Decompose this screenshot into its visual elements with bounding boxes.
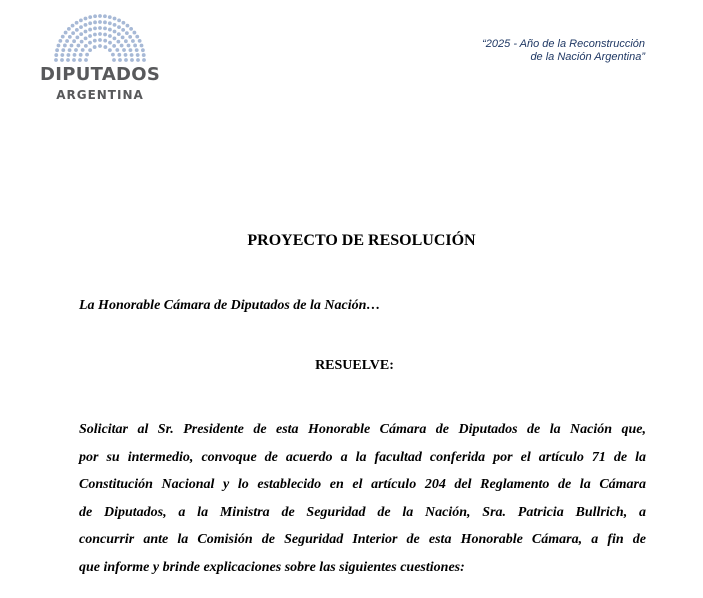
hemicycle-seat (117, 25, 121, 29)
hemicycle-seat (125, 31, 129, 35)
hemicycle-seat (61, 35, 65, 39)
hemicycle-seat (84, 23, 88, 27)
hemicycle-seat (108, 48, 112, 52)
hemicycle-seat (75, 21, 79, 25)
hemicycle-seat (88, 21, 92, 25)
hemicycle-seat (93, 45, 97, 49)
hemicycle-seat (141, 48, 145, 52)
hemicycle-seat (65, 39, 69, 43)
hemicycle-seat (98, 44, 102, 48)
hemicycle-seat (121, 28, 125, 32)
hemicycle-seat (135, 48, 139, 52)
hemicycle-seat (130, 53, 134, 57)
hemicycle-seat (60, 58, 64, 62)
hemicycle-seat (140, 44, 144, 48)
hemicycle-seat (115, 48, 119, 52)
hemicycle-seat (117, 53, 121, 57)
hemicycle-seat (71, 24, 75, 28)
chamber-heading: La Honorable Cámara de Diputados de la Nación… (79, 298, 381, 313)
hemicycle-seat (68, 48, 72, 52)
hemicycle-seat (103, 20, 107, 24)
hemicycle-seat (84, 17, 88, 21)
document-title: PROYECTO DE RESOLUCIÓN (247, 232, 476, 249)
hemicycle-seat (64, 31, 68, 35)
hemicycle-seat (127, 44, 131, 48)
hemicycle-seat (85, 53, 89, 57)
motto-line-1: “2025 - Año de la Reconstrucción (482, 38, 645, 50)
hemicycle-seat (103, 26, 107, 30)
hemicycle-seat (71, 31, 75, 35)
hemicycle-seat (84, 44, 88, 48)
hemicycle-seat (58, 39, 62, 43)
hemicycle-seat (54, 53, 58, 57)
hemicycle-seat (122, 21, 126, 25)
hemicycle-seat (117, 18, 121, 22)
hemicycle-seat (128, 35, 132, 39)
hemicycle-seat (108, 41, 112, 45)
hemicycle-seat (113, 23, 117, 27)
hemicycle-seat (80, 40, 84, 44)
hemicycle-seat (136, 53, 140, 57)
hemicycle-seat (142, 53, 146, 57)
hemicycle-seat (88, 48, 92, 52)
hemicycle-seat (129, 48, 133, 52)
hemicycle-seat (108, 28, 112, 32)
hemicycle-seat (124, 58, 128, 62)
hemicycle-seat (66, 53, 70, 57)
hemicycle-seat (93, 20, 97, 24)
body-line: concurrir ante la Comisión de Seguridad Interior de esta Honorable Cámara, a fin de (79, 532, 646, 547)
hemicycle-seat (79, 18, 83, 22)
hemicycle-seat (136, 58, 140, 62)
hemicycle-seat (68, 35, 72, 39)
hemicycle-seat (117, 32, 121, 36)
hemicycle-seat (124, 39, 128, 43)
hemicycle-seat (79, 25, 83, 29)
body-line: Constitución Nacional y lo establecido en el artículo 204 del Reglamento de la Cámara (79, 477, 646, 492)
hemicycle-seat (103, 33, 107, 37)
hemicycle-seat (113, 30, 117, 34)
hemicycle-seat (120, 44, 124, 48)
resolution-body (79, 416, 646, 581)
hemicycle-seat (93, 33, 97, 37)
hemicycle-seat (138, 39, 142, 43)
hemicycle-seat (60, 53, 64, 57)
hemicycle-seat (122, 48, 126, 52)
hemicycle-seat (111, 53, 115, 57)
hemicycle-seat (135, 35, 139, 39)
hemicycle-seat (55, 48, 59, 52)
hemicycle-seat (118, 58, 122, 62)
hemicycle-seat (98, 14, 102, 18)
hemicycle-seat (108, 15, 112, 19)
hemicycle-seat (113, 17, 117, 21)
hemicycle-seat (142, 58, 146, 62)
hemicycle-seat (75, 28, 79, 32)
hemicycle-icon (52, 10, 148, 62)
hemicycle-seat (98, 38, 102, 42)
logo-title: DIPUTADOS (40, 64, 161, 85)
hemicycle-seat (124, 53, 128, 57)
hemicycle-seat (78, 58, 82, 62)
hemicycle-seat (93, 14, 97, 18)
hemicycle-seat (84, 36, 88, 40)
hemicycle-seat (81, 48, 85, 52)
hemicycle-seat (129, 27, 133, 31)
hemicycle-seat (103, 39, 107, 43)
hemicycle-seat (72, 39, 76, 43)
hemicycle-seat (61, 48, 65, 52)
hemicycle-seat (73, 53, 77, 57)
hemicycle-seat (57, 44, 61, 48)
hemicycle-seat (88, 34, 92, 38)
hemicycle-seat (54, 58, 58, 62)
logo-subtitle: ARGENTINA (56, 88, 144, 102)
hemicycle-seat (88, 41, 92, 45)
hemicycle-seat (116, 40, 120, 44)
hemicycle-seat (103, 14, 107, 18)
body-line: de Diputados, a la Ministra de Seguridad de la Nación, Sra. Patricia Bullrich, a (79, 504, 646, 520)
hemicycle-seat (98, 20, 102, 24)
hemicycle-seat (108, 34, 112, 38)
body-line: que informe y brinde explicaciones sobre las siguientes cuestiones: (79, 559, 465, 575)
hemicycle-seat (133, 31, 137, 35)
hemicycle-seat (133, 44, 137, 48)
hemicycle-seat (126, 24, 130, 28)
hemicycle-seat (103, 45, 107, 49)
hemicycle-seat (113, 36, 117, 40)
hemicycle-seat (67, 27, 71, 31)
hemicycle-seat (75, 35, 79, 39)
hemicycle-seat (130, 58, 134, 62)
hemicycle-seat (72, 58, 76, 62)
hemicycle-seat (79, 32, 83, 36)
resolves-heading: RESUELVE: (315, 358, 394, 373)
diputados-logo (40, 10, 160, 102)
hemicycle-seat (98, 32, 102, 36)
motto-line-2: de la Nación Argentina” (530, 51, 645, 63)
hemicycle-seat (84, 58, 88, 62)
hemicycle-seat (88, 28, 92, 32)
hemicycle-seat (66, 58, 70, 62)
hemicycle-seat (63, 44, 67, 48)
body-line: por su intermedio, convoque de acuerdo a la facultad conferida por el artículo 71 de la (79, 449, 646, 465)
hemicycle-seat (93, 39, 97, 43)
hemicycle-seat (112, 44, 116, 48)
hemicycle-seat (98, 26, 102, 30)
hemicycle-seat (70, 44, 74, 48)
hemicycle-seat (108, 21, 112, 25)
hemicycle-seat (76, 44, 80, 48)
hemicycle-seat (74, 48, 78, 52)
hemicycle-seat (112, 58, 116, 62)
hemicycle-seat (84, 30, 88, 34)
year-motto (482, 38, 645, 64)
hemicycle-seat (131, 39, 135, 43)
hemicycle-seat (79, 53, 83, 57)
hemicycle-seat (88, 15, 92, 19)
hemicycle-seat (93, 26, 97, 30)
body-line: Solicitar al Sr. Presidente de esta Honorable Cámara de Diputados de la Nación que, (79, 422, 646, 437)
hemicycle-seat (121, 35, 125, 39)
